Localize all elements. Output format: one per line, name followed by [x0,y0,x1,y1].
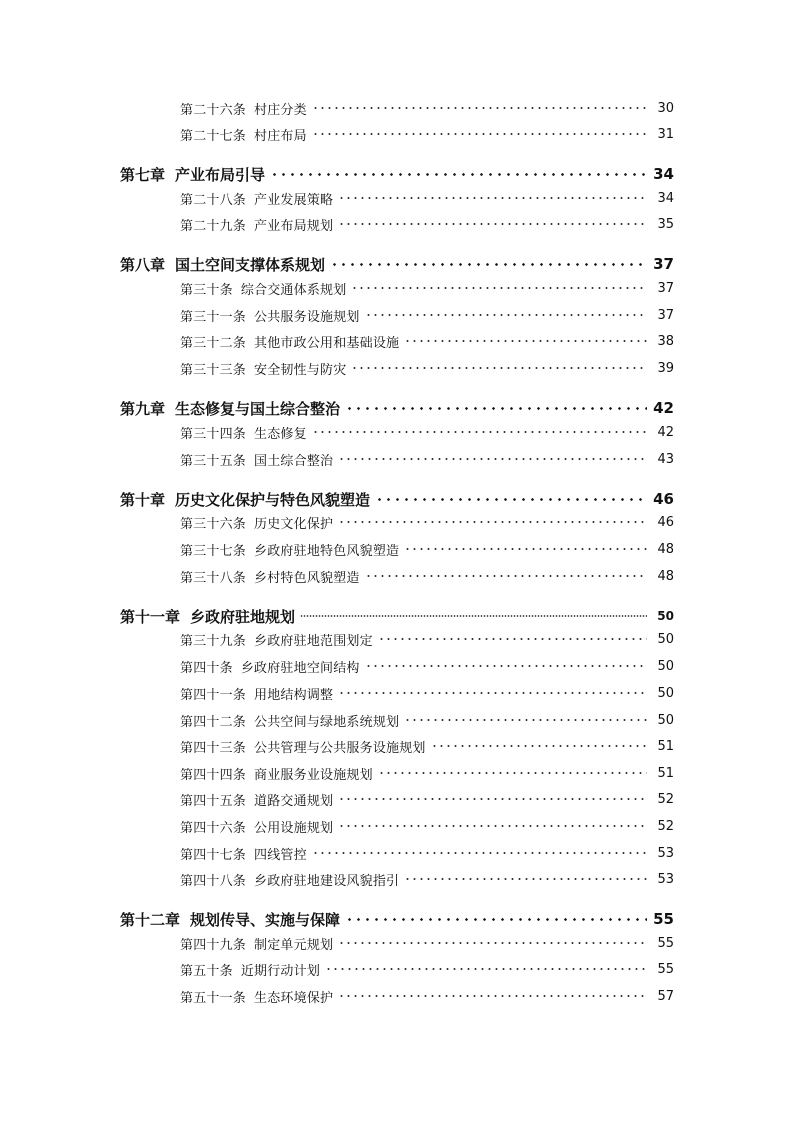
page-number: 37 [657,307,674,323]
article-number: 第五十条 [180,963,233,979]
toc-article-entry[interactable] [0,931,794,955]
toc-entry-text [120,606,295,627]
article-number: 第二十六条 [180,102,247,118]
page-number: 50 [657,685,674,701]
toc-article-entry[interactable] [0,122,794,146]
toc-entry-text [180,450,333,469]
toc-entry-text [180,215,333,234]
dot-leader [351,287,647,289]
dot-leader [365,665,647,667]
toc-entry-text [180,99,307,118]
article-title: 公用设施规划 [254,820,334,836]
article-number: 第三十九条 [180,633,247,649]
article-number: 第三十三条 [180,362,247,378]
toc-entry-text [180,790,333,809]
toc-entry-text [180,657,360,676]
toc-article-entry[interactable] [0,708,794,732]
toc-entry-text [180,711,399,730]
page-number: 37 [657,280,674,296]
dot-leader [404,340,647,342]
page-number: 39 [657,360,674,376]
page-number: 46 [657,514,674,530]
toc-entry-text [120,909,340,930]
article-number: 第四十七条 [180,847,247,863]
chapter-number: 第十章 [120,490,166,509]
page-number: 35 [657,216,674,232]
dot-leader [338,995,647,997]
article-title: 国土综合整治 [254,453,334,469]
article-number: 第四十八条 [180,873,247,889]
article-title: 产业布局规划 [254,218,334,234]
page-number: 50 [657,712,674,728]
dot-leader [345,407,647,410]
page-number: 42 [653,399,674,417]
chapter-number: 第十二章 [120,910,181,929]
page-number: 55 [657,935,674,951]
page-number: 37 [653,255,674,273]
toc-article-entry[interactable] [0,787,794,811]
toc-article-entry[interactable] [0,212,794,236]
page-number: 51 [657,765,674,781]
article-number: 第三十五条 [180,453,247,469]
page-number: 50 [657,658,674,674]
article-title: 公共空间与绿地系统规划 [254,714,400,730]
toc-article-entry[interactable] [0,447,794,471]
toc-chapter-entry[interactable] [0,162,794,186]
toc-article-entry[interactable] [0,564,794,588]
page-number: 53 [657,871,674,887]
article-title: 产业发展策略 [254,192,334,208]
toc-article-entry[interactable] [0,537,794,561]
dot-leader [338,223,647,225]
article-number: 第二十八条 [180,192,247,208]
dot-leader [338,521,647,523]
article-title: 用地结构调整 [254,687,334,703]
article-number: 第三十一条 [180,309,247,325]
toc-article-entry[interactable] [0,276,794,300]
dot-leader [365,314,647,316]
toc-chapter-entry[interactable] [0,396,794,420]
article-number: 第四十二条 [180,714,247,730]
toc-article-entry[interactable] [0,984,794,1008]
page-number: 46 [653,490,674,508]
page-number: 52 [657,818,674,834]
dot-leader [338,692,647,694]
dot-leader [338,458,647,460]
article-number: 第五十一条 [180,990,247,1006]
article-number: 第三十条 [180,282,233,298]
toc-entry-text [120,489,370,510]
toc-chapter-entry[interactable] [0,252,794,276]
chapter-number: 第十一章 [120,607,181,626]
toc-entry-text [180,306,360,325]
toc-article-entry[interactable] [0,867,794,891]
toc-chapter-entry[interactable] [0,487,794,511]
article-number: 第三十六条 [180,516,247,532]
toc-article-entry[interactable] [0,420,794,444]
article-title: 安全韧性与防灾 [254,362,347,378]
toc-entry-text [180,844,307,863]
article-number: 第二十九条 [180,218,247,234]
toc-entry-text [120,164,265,185]
article-number: 第四十一条 [180,687,247,703]
page-number: 50 [657,609,674,623]
toc-article-entry[interactable] [0,96,794,120]
toc-article-entry[interactable] [0,761,794,785]
page-number: 38 [657,333,674,349]
toc-entry-text [120,398,340,419]
toc-entry-text [180,125,307,144]
article-number: 第三十八条 [180,570,247,586]
article-title: 制定单元规划 [254,937,334,953]
article-title: 商业服务业设施规划 [254,767,373,783]
toc-entry-text [180,817,333,836]
toc-entry-text [180,513,333,532]
dot-leader [338,197,647,199]
article-title: 乡政府驻地建设风貌指引 [254,873,400,889]
chapter-title: 乡政府驻地规划 [190,607,296,626]
dot-leader [338,798,647,800]
article-title: 乡村特色风貌塑造 [254,570,360,586]
article-number: 第三十四条 [180,426,247,442]
toc-entry-text [180,423,307,442]
chapter-title: 生态修复与国土综合整治 [175,399,341,418]
dot-leader [375,498,647,501]
page-number: 31 [657,126,674,142]
article-title: 村庄布局 [254,128,307,144]
toc-article-entry[interactable] [0,303,794,327]
article-title: 乡政府驻地范围划定 [254,633,373,649]
article-number: 第四十条 [180,660,233,676]
toc-entry-text [180,960,320,979]
chapter-number: 第七章 [120,165,166,184]
article-title: 村庄分类 [254,102,307,118]
toc-entry-text [180,540,399,559]
article-number: 第二十七条 [180,128,247,144]
toc-article-entry[interactable] [0,627,794,651]
chapter-number: 第八章 [120,255,166,274]
chapter-title: 产业布局引导 [175,165,266,184]
toc-entry-text [180,987,333,1006]
toc-article-entry[interactable] [0,510,794,534]
chapter-title: 国土空间支撑体系规划 [175,255,326,274]
article-number: 第四十五条 [180,793,247,809]
article-title: 其他市政公用和基础设施 [254,335,400,351]
toc-article-entry[interactable] [0,681,794,705]
dot-leader [330,263,647,266]
page-number: 52 [657,791,674,807]
page-number: 30 [657,100,674,116]
dot-leader [312,133,647,135]
dot-leader [338,942,647,944]
dot-leader [312,107,647,109]
toc-entry-text [180,684,333,703]
article-title: 四线管控 [254,847,307,863]
toc-entry-text [180,934,333,953]
toc-entry-text [180,567,360,586]
article-title: 生态修复 [254,426,307,442]
page-number: 57 [657,988,674,1004]
dot-leader [312,852,647,854]
toc-entry-text [180,332,399,351]
chapter-number: 第九章 [120,399,166,418]
toc-entry-text [180,189,333,208]
toc-entry-text [180,359,346,378]
page-number: 43 [657,451,674,467]
article-title: 近期行动计划 [240,963,321,979]
dot-leader [404,548,647,550]
article-title: 生态环境保护 [254,990,334,1006]
article-title: 综合交通体系规划 [240,282,347,298]
dot-leader [345,918,647,921]
page-number: 51 [657,738,674,754]
page-number: 42 [657,424,674,440]
page-number: 34 [653,165,674,183]
dot-leader [270,173,647,176]
dot-leader [378,638,647,640]
toc-article-entry[interactable] [0,957,794,981]
article-number: 第四十六条 [180,820,247,836]
dot-leader [365,575,647,577]
toc-article-entry[interactable] [0,734,794,758]
toc-entry-text [180,870,399,889]
dot-leader [378,772,647,774]
dot-leader [404,878,647,880]
dot-leader [300,615,647,617]
page-number: 53 [657,845,674,861]
toc-entry-text [180,630,373,649]
page-number: 48 [657,541,674,557]
article-number: 第四十四条 [180,767,247,783]
chapter-title: 历史文化保护与特色风貌塑造 [175,490,371,509]
article-number: 第四十三条 [180,740,247,756]
article-title: 公共管理与公共服务设施规划 [254,740,426,756]
toc-article-entry[interactable] [0,329,794,353]
article-title: 乡政府驻地空间结构 [240,660,360,676]
toc-entry-text [180,737,426,756]
toc-entry-text [180,279,346,298]
dot-leader [338,825,647,827]
toc-entry-text [180,764,373,783]
toc-article-entry[interactable] [0,654,794,678]
toc-chapter-entry[interactable] [0,604,794,628]
page-number: 50 [657,631,674,647]
dot-leader [404,719,647,721]
toc-article-entry[interactable] [0,814,794,838]
article-title: 道路交通规划 [254,793,334,809]
dot-leader [312,431,647,433]
toc-article-entry[interactable] [0,356,794,380]
page-number: 34 [657,190,674,206]
article-title: 公共服务设施规划 [254,309,360,325]
toc-article-entry[interactable] [0,186,794,210]
chapter-title: 规划传导、实施与保障 [190,910,341,929]
page-number: 55 [653,910,674,928]
toc-article-entry[interactable] [0,841,794,865]
toc-chapter-entry[interactable] [0,907,794,931]
article-title: 历史文化保护 [254,516,334,532]
toc-entry-text [120,254,325,275]
page-number: 55 [657,961,674,977]
article-number: 第四十九条 [180,937,247,953]
dot-leader [431,745,647,747]
article-number: 第三十七条 [180,543,247,559]
article-number: 第三十二条 [180,335,247,351]
dot-leader [351,367,647,369]
dot-leader [325,968,647,970]
article-title: 乡政府驻地特色风貌塑造 [254,543,400,559]
page-number: 48 [657,568,674,584]
